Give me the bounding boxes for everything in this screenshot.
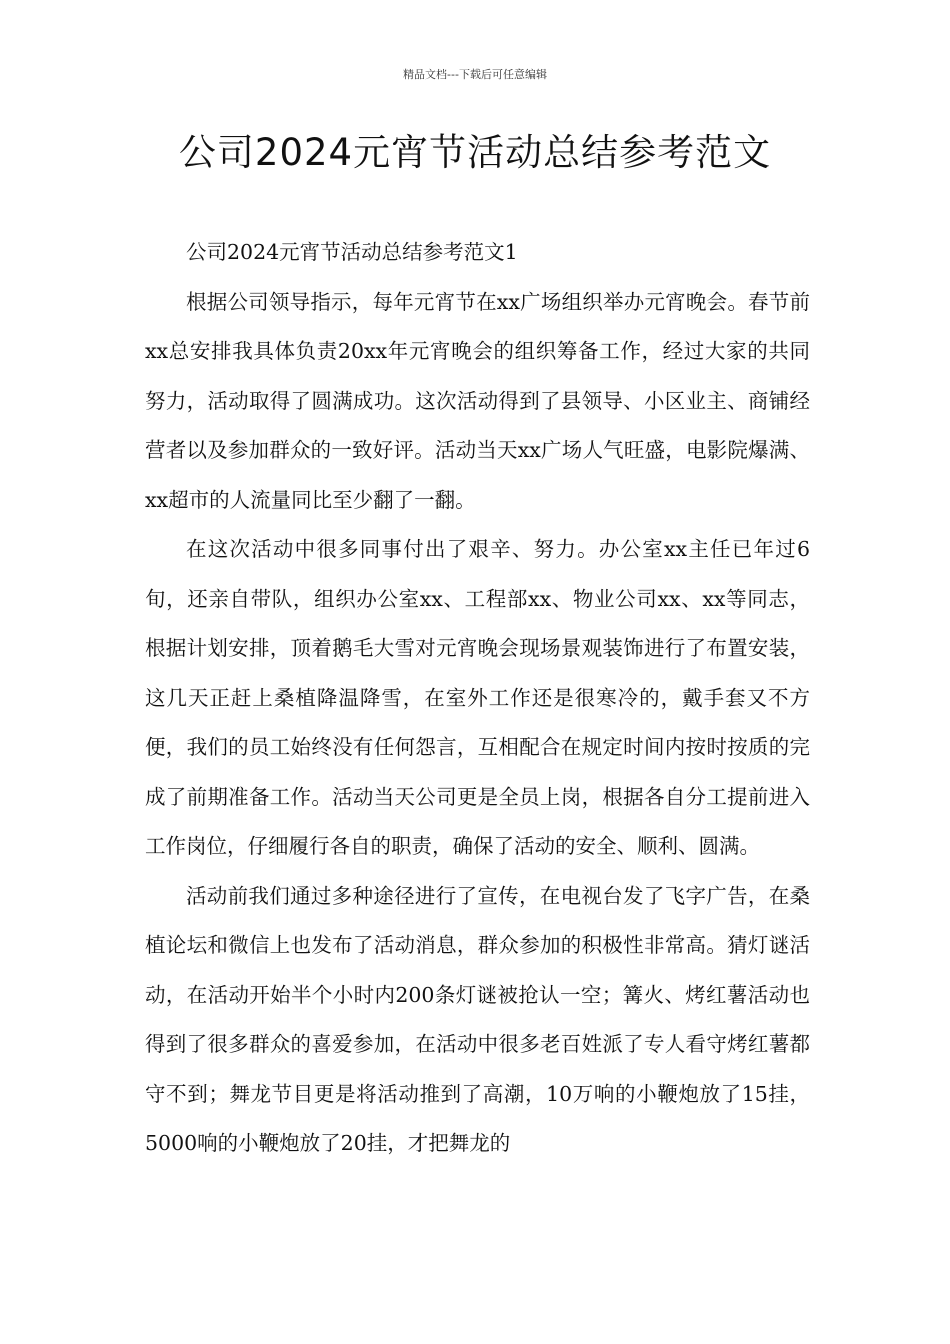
paragraph: 在这次活动中很多同事付出了艰辛、努力。办公室xx主任已年过6旬，还亲自带队，组织办公室xx、工程部xx、物业公司xx、xx等同志，根据计划安排，顶着鹅毛大雪对元宵晚会现场景观装饰进行了布置安装，这几天正赶上桑植降温降雪，在室外工作还是很寒冷的，戴手套又不方便，我们的员工始终没有任何怨言，互相配合在规定时间内按时按质的完成了前期准备工作。活动当天公司更是全员上岗，根据各自分工提前进入工作岗位，仔细履行各自的职责，确保了活动的安全、顺利、圆满。 (145, 537, 810, 858)
paragraph: 根据公司领导指示，每年元宵节在xx广场组织举办元宵晚会。春节前xx总安排我具体负责20xx年元宵晚会的组织筹备工作，经过大家的共同努力，活动取得了圆满成功。这次活动得到了县领导、小区业主、商铺经营者以及参加群众的一致好评。活动当天xx广场人气旺盛，电影院爆满、xx超市的人流量同比至少翻了一翻。 (145, 289, 810, 512)
section-heading: 公司2024元宵节活动总结参考范文1 (186, 240, 518, 264)
document-title: 公司2024元宵节活动总结参考范文 (178, 131, 772, 174)
paragraph: 活动前我们通过多种途径进行了宣传，在电视台发了飞字广告，在桑植论坛和微信上也发布了活动消息，群众参加的积极性非常高。猜灯谜活动，在活动开始半个小时内200条灯谜被抢认一空；篝火、烤红薯活动也得到了很多群众的喜爱参加，在活动中很多老百姓派了专人看守烤红薯都守不到；舞龙节目更是将活动推到了高潮，10万响的小鞭炮放了15挂，5000响的小鞭炮放了20挂，才把舞龙的 (145, 883, 810, 1155)
document-body (145, 228, 810, 1169)
header-note: 精品文档---下载后可任意编辑 (403, 68, 547, 81)
